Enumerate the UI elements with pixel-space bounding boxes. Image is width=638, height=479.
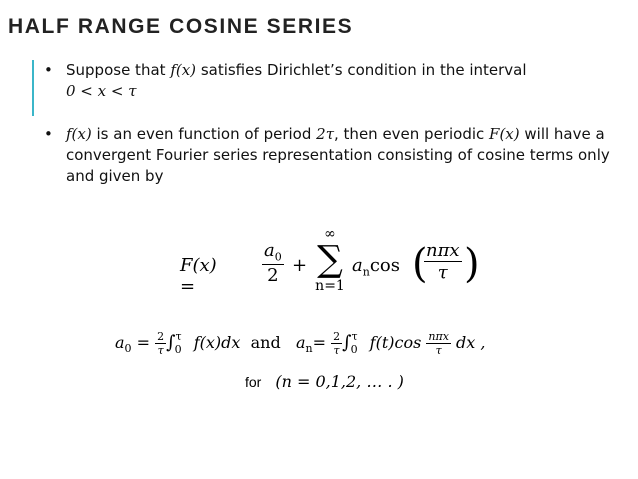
eq3-range: (n = 0,1,2, … . ) bbox=[275, 372, 404, 391]
bullet-item-2 bbox=[44, 124, 624, 187]
eq1-an-term bbox=[352, 255, 400, 279]
bullet2-text-a: is an even function of period bbox=[96, 125, 312, 143]
eq2-arg-den: τ bbox=[435, 344, 442, 357]
bullet1-fx: f(x) bbox=[170, 61, 197, 79]
eq1-arg-frac bbox=[424, 240, 462, 283]
eq1-a0-frac bbox=[262, 240, 284, 286]
bullet2-Fx: F(x) bbox=[489, 125, 520, 143]
accent-bar bbox=[32, 60, 34, 116]
eq1-arg-den: τ bbox=[437, 262, 448, 283]
eq2-an: a bbox=[295, 333, 306, 352]
bullet-dot: • bbox=[44, 125, 53, 143]
eq2-frac2-den: τ bbox=[333, 344, 340, 357]
eq2-integral1: ∫ bbox=[166, 332, 176, 353]
eq1-an-sub: n bbox=[362, 265, 370, 279]
bullet-item-1 bbox=[44, 60, 624, 102]
eq2-equals2: = bbox=[312, 333, 326, 352]
eq1-arg-num: nπx bbox=[426, 240, 460, 261]
eq1-sigma: ∑ bbox=[317, 239, 343, 280]
eq2-integral2: ∫ bbox=[342, 332, 352, 353]
bullet-list bbox=[44, 60, 624, 187]
eq1-sum-lower: n=1 bbox=[315, 278, 345, 294]
coefficient-equation bbox=[115, 330, 485, 357]
bullet2-period: 2τ bbox=[316, 125, 335, 143]
eq1-left-paren: ( bbox=[412, 241, 428, 287]
eq2-an-sub: n bbox=[305, 342, 313, 356]
bullet-dot: • bbox=[44, 61, 53, 79]
bullet2-text-c: will have a convergent Fourier series representation consisting of cosine terms only and given by bbox=[66, 125, 610, 185]
bullet2-fx: f(x) bbox=[66, 125, 92, 143]
eq2-and: and bbox=[250, 333, 281, 352]
eq2-equals: = bbox=[131, 333, 151, 352]
eq2-arg-frac bbox=[426, 330, 451, 357]
bullet2-text-b: , then even periodic bbox=[334, 125, 485, 143]
eq2-int1-upper: τ bbox=[175, 330, 182, 343]
eq2-a0-sub: 0 bbox=[124, 342, 132, 356]
eq2-frac2-num: 2 bbox=[333, 330, 341, 343]
index-range bbox=[245, 372, 404, 391]
eq2-integrand2b: dx , bbox=[456, 333, 486, 352]
eq1-sum-upper: ∞ bbox=[324, 226, 336, 242]
eq1-plus: + bbox=[292, 255, 308, 276]
eq2-int1-lower: 0 bbox=[174, 343, 182, 356]
eq2-arg-num: nπx bbox=[428, 330, 449, 343]
eq1-cos: cos bbox=[369, 255, 400, 276]
eq2-integrand1: f(x)dx bbox=[193, 333, 241, 352]
eq1-right-paren: ) bbox=[464, 241, 480, 287]
eq2-int2-lower: 0 bbox=[350, 343, 358, 356]
eq3-for: for bbox=[245, 374, 262, 390]
eq2-a0: a bbox=[115, 333, 125, 352]
eq2-integrand2a: f(t)cos bbox=[369, 333, 422, 352]
eq2-int2-upper: τ bbox=[351, 330, 358, 343]
eq1-two: 2 bbox=[267, 264, 279, 286]
eq2-frac1-num: 2 bbox=[157, 330, 165, 343]
eq2-frac2 bbox=[331, 330, 342, 357]
eq1-summation bbox=[312, 226, 348, 294]
eq2-frac1-den: τ bbox=[157, 344, 164, 357]
eq1-an: a bbox=[352, 255, 363, 276]
bullet1-text-b: satisfies Dirichlet’s condition in the interval bbox=[200, 61, 527, 79]
eq1-a0: a bbox=[264, 240, 275, 261]
bullet1-interval: 0 < x < τ bbox=[66, 82, 137, 100]
bullet1-text-a: Suppose that bbox=[66, 61, 166, 79]
eq2-frac1 bbox=[155, 330, 166, 357]
slide-title: HALF RANGE COSINE SERIES bbox=[8, 15, 354, 38]
eq1-a0-sub: 0 bbox=[274, 250, 282, 264]
eq1-lhs: F(x) = bbox=[180, 255, 217, 297]
